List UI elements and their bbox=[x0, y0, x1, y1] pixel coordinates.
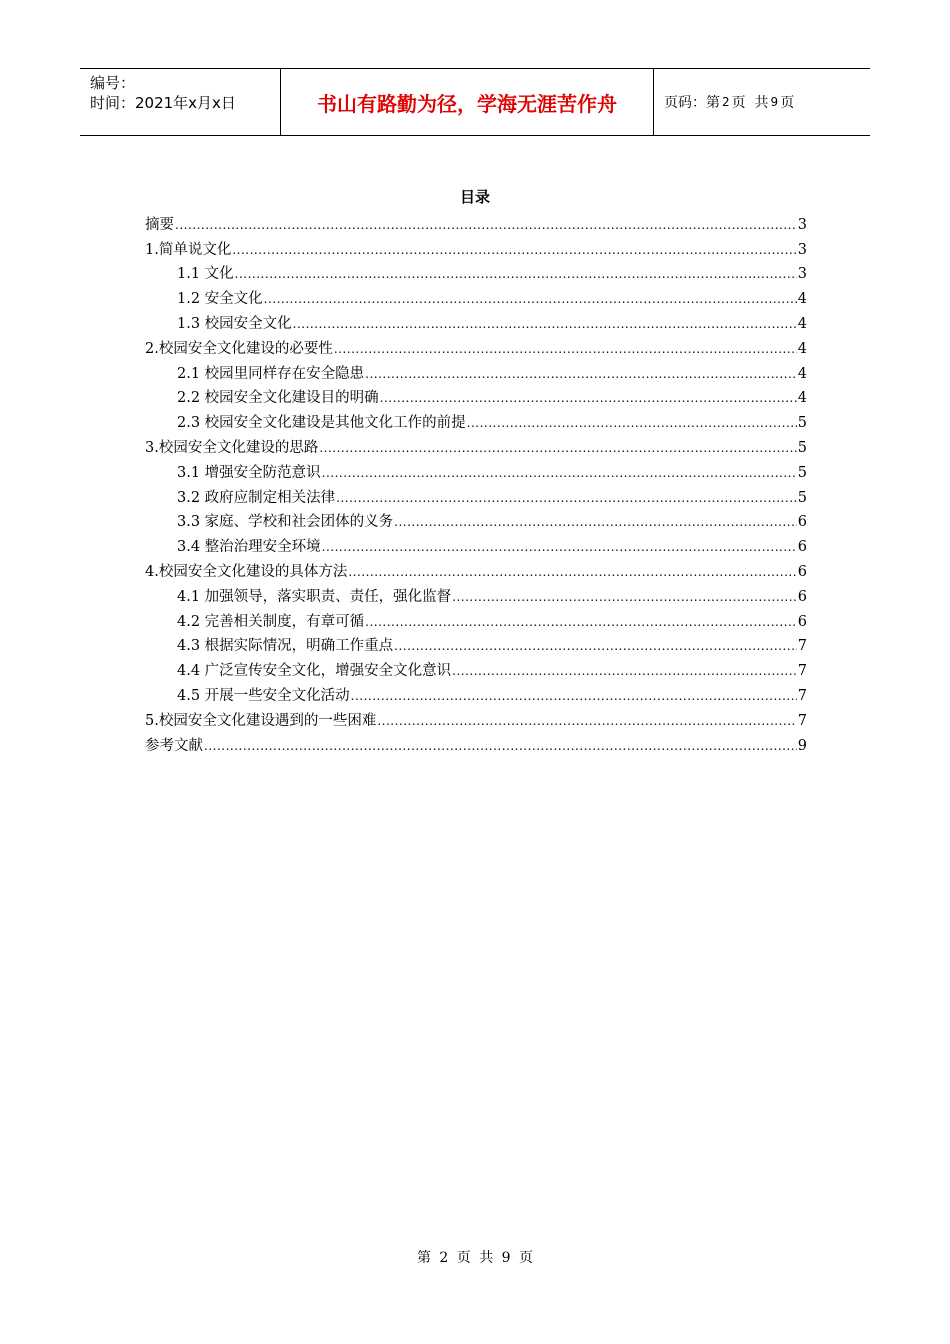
toc-entry-page: 5 bbox=[797, 439, 807, 456]
toc-title: 目录 bbox=[459, 188, 490, 206]
toc-leader-dots bbox=[377, 714, 796, 728]
toc-entry-text: 1.简单说文化 bbox=[145, 241, 232, 258]
toc-entry[interactable] bbox=[145, 407, 807, 432]
toc-entry-page: 3 bbox=[797, 241, 807, 258]
toc-entry[interactable] bbox=[145, 507, 807, 532]
toc-leader-dots bbox=[452, 590, 797, 604]
table-of-contents bbox=[145, 209, 807, 755]
toc-leader-dots bbox=[467, 416, 797, 430]
toc-entry-page: 6 bbox=[797, 563, 807, 580]
toc-entry-text: 2.校园安全文化建设的必要性 bbox=[145, 340, 333, 357]
toc-leader-dots bbox=[204, 739, 797, 753]
toc-entry-text: 4.2 完善相关制度，有章可循 bbox=[177, 613, 365, 630]
toc-entry[interactable] bbox=[145, 333, 807, 358]
toc-entry-page: 3 bbox=[797, 216, 807, 233]
toc-entry-text: 1.2 安全文化 bbox=[177, 291, 263, 308]
toc-entry-text: 3.2 政府应制定相关法律 bbox=[177, 489, 336, 506]
toc-entry-page: 7 bbox=[797, 663, 807, 680]
toc-leader-dots bbox=[394, 639, 797, 653]
toc-entry-page: 4 bbox=[797, 315, 807, 332]
toc-entry-page: 4 bbox=[797, 291, 807, 308]
toc-entry[interactable] bbox=[145, 209, 807, 234]
toc-entry-text: 1.1 文化 bbox=[177, 266, 234, 283]
toc-entry[interactable] bbox=[145, 457, 807, 482]
toc-entry-text: 4.5 开展一些安全文化活动 bbox=[177, 687, 350, 704]
toc-leader-dots bbox=[348, 565, 796, 579]
toc-leader-dots bbox=[322, 466, 797, 480]
toc-entry-page: 5 bbox=[797, 415, 807, 432]
toc-entry-page: 3 bbox=[797, 266, 807, 283]
header-info bbox=[80, 69, 281, 135]
toc-entry[interactable] bbox=[145, 655, 807, 680]
toc-leader-dots bbox=[351, 689, 797, 703]
toc-entry-page: 6 bbox=[797, 514, 807, 531]
toc-entry[interactable] bbox=[145, 383, 807, 408]
toc-entry-text: 4.校园安全文化建设的具体方法 bbox=[145, 563, 348, 580]
toc-leader-dots bbox=[334, 342, 797, 356]
toc-leader-dots bbox=[394, 515, 797, 529]
toc-leader-dots bbox=[380, 391, 797, 405]
toc-leader-dots bbox=[264, 292, 797, 306]
time-label: 时间：2021年x月x日 bbox=[90, 94, 236, 112]
toc-leader-dots bbox=[336, 491, 797, 505]
toc-entry-text: 1.3 校园安全文化 bbox=[177, 315, 292, 332]
page-header bbox=[80, 68, 870, 136]
page-total: 9 bbox=[770, 95, 779, 109]
toc-entry[interactable] bbox=[145, 606, 807, 631]
header-page-info bbox=[654, 69, 870, 135]
page-current: 2 bbox=[722, 95, 730, 109]
serial-label: 编号： bbox=[90, 74, 136, 92]
toc-entry-text: 4.4 广泛宣传安全文化，增强安全文化意识 bbox=[177, 663, 452, 680]
toc-leader-dots bbox=[235, 267, 797, 281]
toc-leader-dots bbox=[452, 664, 797, 678]
toc-leader-dots bbox=[232, 243, 796, 257]
toc-entry-text: 4.3 根据实际情况，明确工作重点 bbox=[177, 638, 394, 655]
header-motto: 书山有路勤为径，学海无涯苦作舟 bbox=[281, 69, 654, 135]
toc-entry-page: 6 bbox=[797, 539, 807, 556]
toc-entry-text: 摘要 bbox=[145, 216, 174, 233]
toc-leader-dots bbox=[365, 615, 797, 629]
toc-leader-dots bbox=[322, 540, 797, 554]
toc-entry[interactable] bbox=[145, 705, 807, 730]
toc-entry-text: 2.2 校园安全文化建设目的明确 bbox=[177, 390, 379, 407]
toc-entry[interactable] bbox=[145, 531, 807, 556]
toc-entry-page: 7 bbox=[797, 638, 807, 655]
toc-entry-text: 3.3 家庭、学校和社会团体的义务 bbox=[177, 514, 394, 531]
toc-entry-text: 3.4 整治治理安全环境 bbox=[177, 539, 321, 556]
toc-entry-page: 5 bbox=[797, 489, 807, 506]
toc-entry-page: 4 bbox=[797, 390, 807, 407]
toc-leader-dots bbox=[175, 218, 797, 232]
toc-entry-text: 3.校园安全文化建设的思路 bbox=[145, 439, 319, 456]
toc-entry[interactable] bbox=[145, 358, 807, 383]
toc-entry[interactable] bbox=[145, 556, 807, 581]
toc-entry-page: 6 bbox=[797, 588, 807, 605]
toc-entry-page: 4 bbox=[797, 365, 807, 382]
toc-entry-text: 3.1 增强安全防范意识 bbox=[177, 464, 321, 481]
toc-entry-page: 7 bbox=[797, 687, 807, 704]
toc-entry-text: 2.3 校园安全文化建设是其他文化工作的前提 bbox=[177, 415, 466, 432]
page-mid: 页 共 bbox=[731, 95, 769, 111]
toc-entry-page: 4 bbox=[797, 340, 807, 357]
toc-entry-text: 4.1 加强领导，落实职责、责任，强化监督 bbox=[177, 588, 452, 605]
toc-entry-text: 2.1 校园里同样存在安全隐患 bbox=[177, 365, 365, 382]
toc-entry-page: 9 bbox=[797, 737, 807, 754]
toc-entry[interactable] bbox=[145, 730, 807, 755]
toc-entry[interactable] bbox=[145, 283, 807, 308]
toc-entry[interactable] bbox=[145, 259, 807, 284]
toc-entry[interactable] bbox=[145, 308, 807, 333]
toc-entry-page: 7 bbox=[797, 712, 807, 729]
toc-entry[interactable] bbox=[145, 581, 807, 606]
toc-leader-dots bbox=[293, 317, 797, 331]
page-suffix: 页 bbox=[780, 95, 795, 111]
toc-leader-dots bbox=[365, 367, 797, 381]
toc-entry[interactable] bbox=[145, 631, 807, 656]
toc-entry[interactable] bbox=[145, 432, 807, 457]
toc-entry-page: 5 bbox=[797, 464, 807, 481]
page-footer: 第 2 页 共 9 页 bbox=[416, 1250, 534, 1266]
toc-leader-dots bbox=[319, 441, 796, 455]
toc-entry-text: 参考文献 bbox=[145, 737, 203, 754]
toc-entry-text: 5.校园安全文化建设遇到的一些困难 bbox=[145, 712, 377, 729]
toc-entry-page: 6 bbox=[797, 613, 807, 630]
toc-entry[interactable] bbox=[145, 234, 807, 259]
page-prefix: 页码：第 bbox=[664, 95, 720, 111]
toc-entry[interactable] bbox=[145, 680, 807, 705]
toc-entry[interactable] bbox=[145, 482, 807, 507]
